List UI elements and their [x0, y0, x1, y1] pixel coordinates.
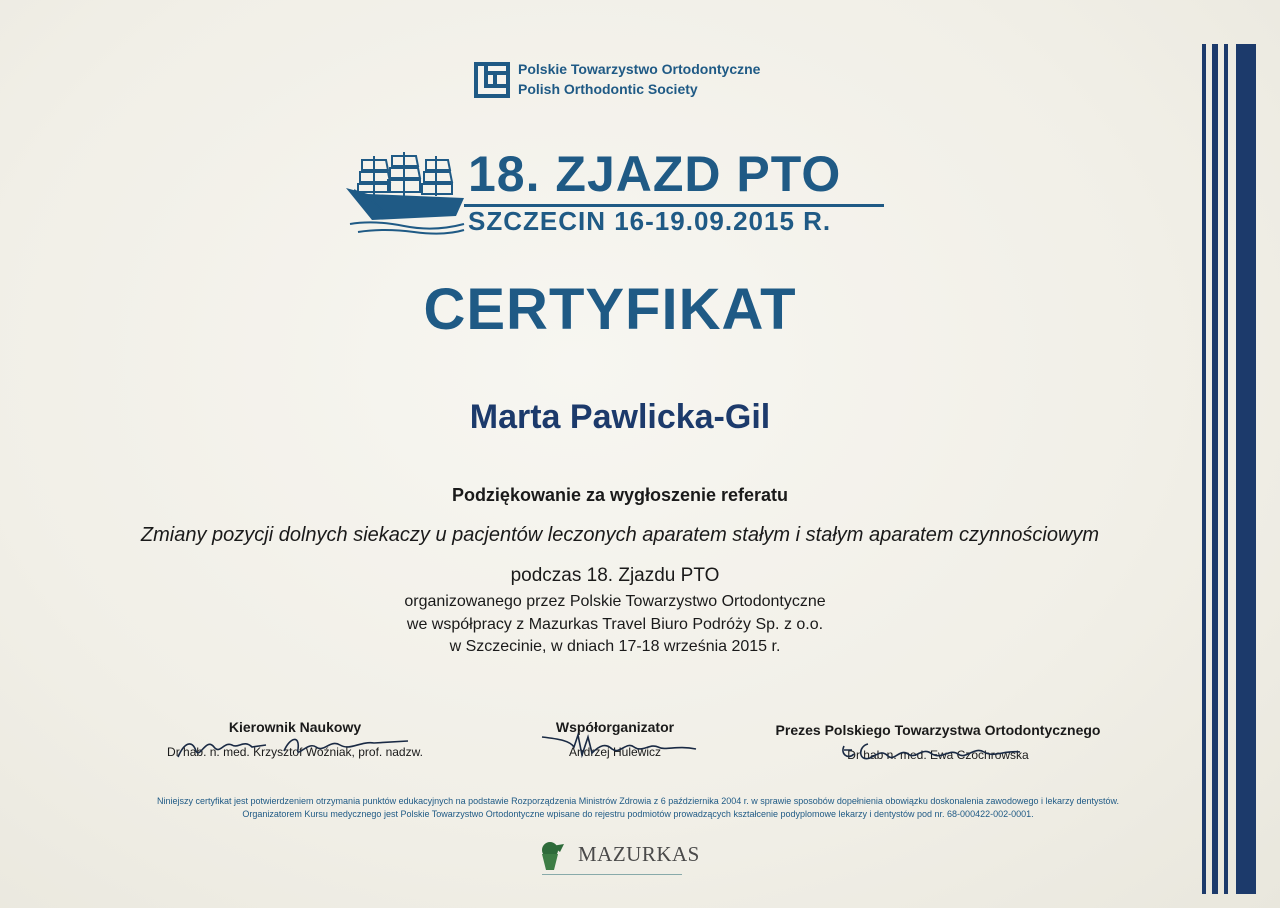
sailing-ship-icon — [344, 150, 466, 236]
thanks-line: Podziękowanie za wygłoszenie referatu — [451, 485, 789, 505]
pto-logo-icon — [474, 62, 510, 98]
signature-scientific-director — [150, 719, 440, 759]
signature-co-organizer — [520, 719, 710, 759]
signature-person: Dr hab n. med. Ewa Czochrowska — [847, 748, 1029, 762]
congress-title: 18. ZJAZD PTO — [468, 146, 842, 202]
recipient-name: Marta Pawlicka-Gil — [469, 398, 771, 436]
mazurkas-logo-icon — [538, 840, 568, 874]
organizer-line-3: w Szczecinie, w dniach 17-18 września 2015 r. — [449, 638, 781, 655]
sponsor-logo — [538, 838, 698, 882]
sponsor-name: MAZURKAS — [578, 842, 700, 866]
organizer-line-2: we współpracy z Mazurkas Travel Biuro Podróży Sp. z o.o. — [406, 616, 824, 633]
congress-place-date: SZCZECIN 16-19.09.2015 R. — [468, 206, 832, 236]
handwritten-signature-icon — [174, 729, 414, 763]
event-line: podczas 18. Zjazdu PTO — [510, 565, 720, 586]
footer-legal-line-1: Niniejszy certyfikat jest potwierdzeniem otrzymania punktów edukacyjnych na podstawie Rozporządzenia Ministrów Zdrowia z 6 października 2004 r. w sprawie sposobów dopełnienia obowiązku doskonalenia zawodowego i lekarzy dentystów. — [157, 796, 1119, 806]
signature-role: Kierownik Naukowy — [228, 719, 362, 735]
signature-person: Dr hab. n. med. Krzysztof Woźniak, prof. nadzw. — [167, 745, 423, 759]
lecture-topic: Zmiany pozycji dolnych siekaczy u pacjentów leczonych aparatem stałym i stałym aparatem czynnościowym — [140, 524, 1100, 546]
society-name-en: Polish Orthodontic Society — [518, 81, 698, 97]
footer-legal-line-2: Organizatorem Kursu medycznego jest Polskie Towarzystwo Ortodontyczne wpisane do rejestru podmiotów prowadzących kształcenie podyplomowe lekarzy i dentystów pod nr. 68-000422-002-0001. — [242, 809, 1034, 819]
society-name-pl: Polskie Towarzystwo Ortodontyczne — [518, 61, 761, 77]
decorative-stripes — [1202, 44, 1264, 894]
signature-president — [760, 722, 1116, 762]
organizer-line-1: organizowanego przez Polskie Towarzystwo Ortodontyczne — [404, 593, 826, 610]
handwritten-signature-icon — [838, 736, 1028, 766]
congress-block — [468, 144, 842, 236]
certificate-title: CERTYFIKAT — [423, 277, 797, 342]
signature-role: Prezes Polskiego Towarzystwa Ortodontycznego — [775, 722, 1101, 738]
signature-person: Andrzej Hulewicz — [568, 745, 662, 759]
handwritten-signature-icon — [540, 731, 700, 759]
sponsor-underline — [542, 874, 682, 875]
signature-role: Współorganizator — [555, 719, 675, 735]
